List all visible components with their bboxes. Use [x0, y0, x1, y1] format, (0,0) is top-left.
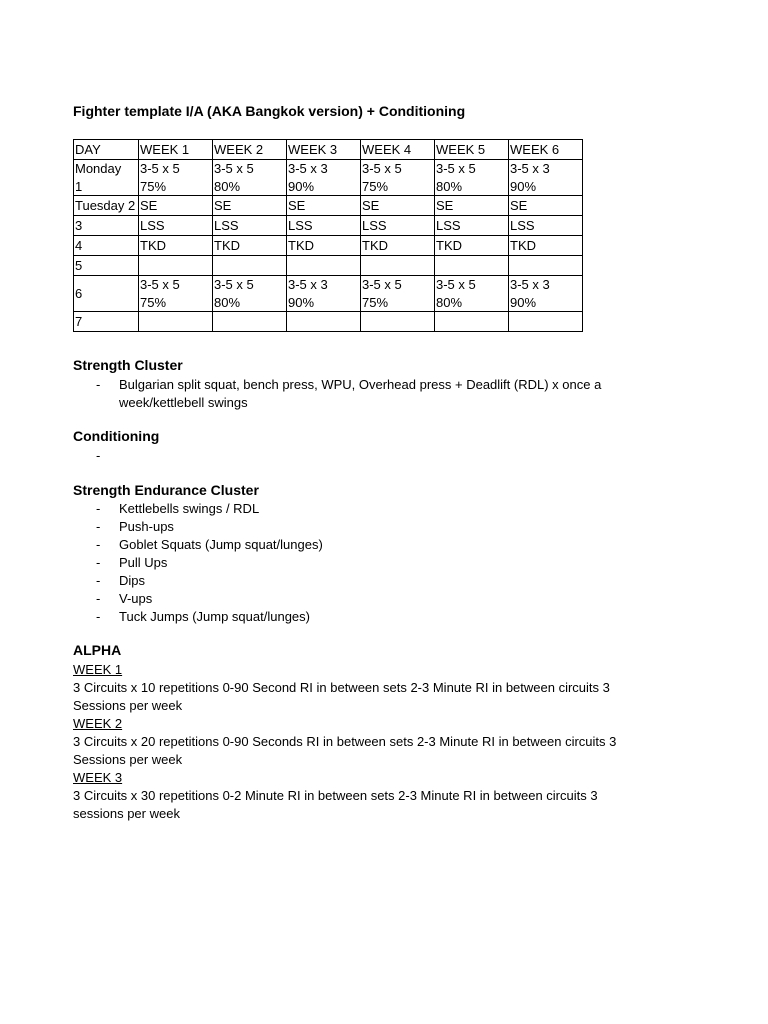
list-item-text: Kettlebells swings / RDL	[119, 501, 260, 516]
dash-bullet-icon: -	[96, 537, 101, 552]
table-cell-text: SE	[214, 197, 232, 213]
table-cell	[361, 236, 435, 256]
alpha-program	[73, 661, 673, 823]
day-cell-text: 7	[75, 313, 83, 329]
table-cell	[139, 276, 213, 312]
table-cell-text: 80%	[436, 178, 463, 194]
dash-bullet-icon: -	[96, 573, 101, 588]
table-cell	[139, 236, 213, 256]
day-cell-text: 1	[75, 178, 83, 194]
week-description: Sessions per week	[73, 698, 183, 713]
table-cell-text: 3-5 x 5	[362, 161, 402, 176]
table-cell-text: 90%	[288, 178, 315, 194]
conditioning-list	[73, 447, 663, 465]
table-cell-text	[510, 257, 582, 275]
list-item	[73, 447, 663, 465]
week-label: WEEK 1	[73, 662, 123, 677]
list-item	[73, 608, 663, 626]
table-cell	[435, 276, 509, 312]
day-cell	[74, 196, 139, 216]
list-item	[73, 518, 663, 536]
table-row	[74, 196, 583, 216]
table-cell-text: 3-5 x 3	[288, 161, 328, 176]
list-item-text: Goblet Squats (Jump squat/lunges)	[119, 537, 323, 552]
table-cell-text: LSS	[510, 217, 535, 233]
dash-bullet-icon: -	[96, 501, 101, 516]
day-cell	[74, 236, 139, 256]
table-row	[74, 312, 583, 332]
week-description: 3 Circuits x 10 repetitions 0-90 Second RI in between sets 2-3 Minute RI in between circuits 3	[73, 680, 610, 695]
table-cell-text	[362, 313, 434, 331]
table-cell-text	[362, 257, 434, 275]
table-cell-text: TKD	[288, 237, 314, 253]
list-item-text	[119, 448, 123, 463]
dash-bullet-icon: -	[96, 591, 101, 606]
table-cell	[287, 196, 361, 216]
table-cell	[509, 276, 583, 312]
table-cell	[361, 160, 435, 196]
table-cell-text	[140, 313, 212, 331]
table-cell	[213, 196, 287, 216]
table-cell	[213, 256, 287, 276]
alpha-heading: ALPHA	[73, 642, 122, 658]
column-header: WEEK 4	[361, 140, 435, 160]
table-cell-text: TKD	[214, 237, 240, 253]
week-description: 3 Circuits x 20 repetitions 0-90 Seconds RI in between sets 2-3 Minute RI in between circuits 3	[73, 734, 617, 749]
table-cell-text: 80%	[436, 294, 463, 310]
dash-bullet-icon: -	[96, 555, 101, 570]
table-cell	[287, 312, 361, 332]
column-header: WEEK 6	[509, 140, 583, 160]
column-header: WEEK 5	[435, 140, 509, 160]
table-cell	[361, 216, 435, 236]
table-cell	[213, 312, 287, 332]
table-cell	[435, 256, 509, 276]
table-cell	[139, 160, 213, 196]
table-cell	[139, 312, 213, 332]
column-header: WEEK 3	[287, 140, 361, 160]
table-cell-text: LSS	[436, 217, 461, 233]
table-row	[74, 216, 583, 236]
strength-endurance-list	[73, 500, 663, 626]
table-cell-text: 3-5 x 5	[214, 161, 254, 176]
table-cell	[509, 196, 583, 216]
table-cell	[139, 216, 213, 236]
list-item	[73, 554, 663, 572]
list-item-text: Pull Ups	[119, 555, 168, 570]
table-cell-text	[214, 313, 286, 331]
list-item	[73, 376, 663, 412]
table-cell-text: TKD	[436, 237, 462, 253]
table-cell	[287, 216, 361, 236]
table-cell	[287, 236, 361, 256]
table-cell	[435, 196, 509, 216]
table-cell	[509, 256, 583, 276]
table-cell-text: SE	[510, 197, 528, 213]
table-cell	[287, 276, 361, 312]
strength-cluster-heading: Strength Cluster	[73, 357, 183, 373]
table-cell-text: 3-5 x 5	[140, 277, 180, 292]
table-cell-text: 75%	[140, 294, 167, 310]
dash-bullet-icon: -	[96, 377, 101, 392]
day-cell	[74, 256, 139, 276]
table-cell-text: SE	[362, 197, 380, 213]
list-item	[73, 500, 663, 518]
table-cell-text	[214, 257, 286, 275]
day-cell-text: Monday	[75, 161, 122, 176]
table-cell-text: 75%	[362, 294, 389, 310]
table-row	[74, 236, 583, 256]
strength-cluster-list	[73, 376, 663, 412]
table-cell-text	[140, 257, 212, 275]
table-cell	[361, 312, 435, 332]
table-cell	[361, 276, 435, 312]
week-label: WEEK 3	[73, 770, 123, 785]
list-item-text: Dips	[119, 573, 146, 588]
column-header: WEEK 2	[213, 140, 287, 160]
table-cell-text	[510, 313, 582, 331]
table-cell-text: LSS	[362, 217, 387, 233]
list-item-text: Push-ups	[119, 519, 174, 534]
table-cell	[213, 236, 287, 256]
list-item	[73, 590, 663, 608]
list-item	[73, 572, 663, 590]
table-cell-text	[436, 257, 508, 275]
table-cell	[361, 256, 435, 276]
table-cell	[435, 160, 509, 196]
dash-bullet-icon: -	[96, 519, 101, 534]
table-cell	[213, 276, 287, 312]
table-cell-text	[436, 313, 508, 331]
table-cell-text: 75%	[362, 178, 389, 194]
table-cell-text: 3-5 x 3	[510, 277, 550, 292]
table-row	[74, 160, 583, 196]
table-cell	[435, 236, 509, 256]
table-cell-text: 3-5 x 3	[510, 161, 550, 176]
table-cell	[509, 160, 583, 196]
table-cell-text: SE	[436, 197, 454, 213]
table-cell-text: SE	[288, 197, 306, 213]
table-cell-text: 3-5 x 5	[436, 277, 476, 292]
table-header-row	[74, 140, 583, 160]
day-cell-text: Tuesday 2	[75, 197, 136, 213]
table-cell	[139, 256, 213, 276]
table-cell	[435, 312, 509, 332]
table-cell-text: TKD	[362, 237, 388, 253]
column-header: DAY	[74, 140, 139, 160]
day-cell-text: 6	[75, 285, 83, 301]
day-cell	[74, 276, 139, 312]
table-cell-text: 90%	[510, 294, 537, 310]
document-title: Fighter template I/A (AKA Bangkok version) + Conditioning	[73, 103, 466, 119]
table-cell	[287, 160, 361, 196]
table-cell-text	[288, 313, 360, 331]
table-cell	[509, 216, 583, 236]
table-cell-text: LSS	[140, 217, 165, 233]
training-schedule-table	[73, 139, 583, 332]
table-cell-text: 75%	[140, 178, 167, 194]
table-cell-text: 3-5 x 5	[214, 277, 254, 292]
table-cell-text: LSS	[288, 217, 313, 233]
table-cell-text: 90%	[510, 178, 537, 194]
list-item-text: Tuck Jumps (Jump squat/lunges)	[119, 609, 310, 624]
list-item	[73, 536, 663, 554]
table-cell	[287, 256, 361, 276]
table-row	[74, 256, 583, 276]
table-row	[74, 276, 583, 312]
day-cell-text: 3	[75, 217, 83, 233]
table-cell-text: TKD	[510, 237, 536, 253]
week-description: sessions per week	[73, 806, 180, 821]
table-cell	[435, 216, 509, 236]
table-cell-text: SE	[140, 197, 158, 213]
list-item-text: Bulgarian split squat, bench press, WPU, Overhead press + Deadlift (RDL) x once a week/kettlebell swings	[119, 377, 602, 410]
table-cell-text: LSS	[214, 217, 239, 233]
table-cell-text: 90%	[288, 294, 315, 310]
table-cell	[213, 216, 287, 236]
table-cell	[139, 196, 213, 216]
table-cell-text: 80%	[214, 178, 241, 194]
table-cell-text: 80%	[214, 294, 241, 310]
week-description: Sessions per week	[73, 752, 183, 767]
table-cell-text	[288, 257, 360, 275]
conditioning-heading: Conditioning	[73, 428, 160, 444]
table-cell	[509, 312, 583, 332]
table-cell	[361, 196, 435, 216]
day-cell	[74, 216, 139, 236]
dash-bullet-icon: -	[96, 609, 101, 624]
table-cell	[213, 160, 287, 196]
day-cell-text: 5	[75, 257, 83, 273]
table-cell	[509, 236, 583, 256]
table-cell-text: 3-5 x 5	[140, 161, 180, 176]
strength-endurance-heading: Strength Endurance Cluster	[73, 482, 259, 498]
table-cell-text: TKD	[140, 237, 166, 253]
column-header: WEEK 1	[139, 140, 213, 160]
dash-bullet-icon: -	[96, 448, 101, 463]
list-item-text: V-ups	[119, 591, 153, 606]
day-cell-text: 4	[75, 237, 83, 253]
day-cell	[74, 312, 139, 332]
week-description: 3 Circuits x 30 repetitions 0-2 Minute RI in between sets 2-3 Minute RI in between circuits 3	[73, 788, 598, 803]
table-cell-text: 3-5 x 5	[362, 277, 402, 292]
week-label: WEEK 2	[73, 716, 123, 731]
table-cell-text: 3-5 x 3	[288, 277, 328, 292]
day-cell	[74, 160, 139, 196]
table-cell-text: 3-5 x 5	[436, 161, 476, 176]
